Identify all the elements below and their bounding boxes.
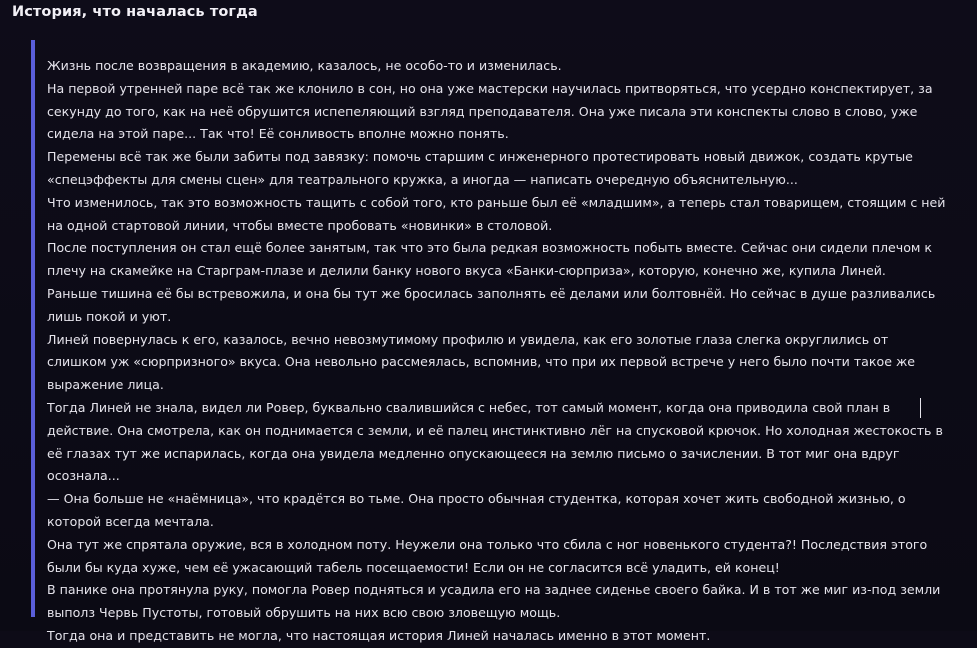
paragraph-7: Линей повернулась к его, казалось, вечно невозмутимому профилю и увидела, как его золотые глаза слегка округлились от слишком уж «сюрпризного» вкуса. Она невольно рассмеялась, вспомнив, что при их первой встрече у него было почти такое же выражение лица. [47, 331, 916, 393]
paragraph-1: Жизнь после возвращения в академию, казалось, не особо-то и изменилась. [47, 58, 562, 73]
paragraph-6: Раньше тишина её бы встревожила, и она бы тут же бросилась заполнять её делами или болтовнёй. Но сейчас в душе разливались лишь покой и уют. [47, 285, 936, 324]
story-title: История, что началась тогда [12, 4, 258, 20]
paragraph-12: Тогда она и представить не могла, что настоящая история Линей началась именно в этот момент. [47, 627, 711, 643]
paragraph-8: Тогда Линей не знала, видел ли Ровер, буквально свалившийся с небес, тот самый момент, когда она приводила свой план в действие. Она смотрела, как он поднимается с земли, и её палец инстинктивно лёг на спусковой крючок. Но холодная жестокость в её глазах тут же испарилась, когда она увидела медленно опускающееся на землю письмо о зачислении. В тот миг она вдруг осознала... [47, 399, 943, 484]
paragraph-5: После поступления он стал ещё более занятым, так что это была редкая возможность побыть вместе. Сейчас они сидели плечом к плечу на скамейке на Старграм-плазе и делили банку нового вкуса «Банки-сюрприза», которую, конечно же, купила Линей. [47, 240, 933, 279]
paragraph-3: Перемены всё так же были забиты под завязку: помочь старшим с инженерного протестировать новый движок, создать крутые «спецэффекты для смены сцен» для театрального кружка, а иногда — написать очередную объяснительную... [47, 149, 913, 187]
paragraph-9: — Она больше не «наёмница», что крадётся во тьме. Она просто обычная студентка, которая хочет жить свободной жизнью, о которой всегда мечтала. [47, 491, 906, 529]
text-cursor [920, 398, 921, 418]
paragraph-4: Что изменилось, так это возможность тащить с собой того, кто раньше был её «младшим», а теперь стал товарищем, стоящим с ней на одной стартовой линии, чтобы вместе пробовать «новинки» в столовой. [47, 194, 946, 233]
paragraph-2: На первой утренней паре всё так же клонило в сон, но она уже мастерски научилась притворяться, что усердно конспектирует, за секунду до того, как на неё обрушится испепеляющий взгляд преподавателя. Она уже писала эти конспекты слово в слово, уже сидела на этой паре... Так что! Её сонливость вполне можно понять. [47, 80, 933, 142]
story-body [47, 55, 947, 648]
paragraph-11: В панике она протянула руку, помогла Ровер подняться и усадила его на заднее сиденье своего байка. И в тот же миг из-под земли выполз Червь Пустоты, готовый обрушить на них всю свою зловещую мощь. [47, 582, 941, 621]
paragraph-10: Она тут же спрятала оружие, вся в холодном поту. Неужели она только что сбила с ног новенького студента?! Последствия этого были бы куда хуже, чем её ужасающий табель посещаемости! Если он не согласится всё уладить, ей конец! [47, 536, 928, 575]
blockquote-accent-bar [31, 40, 35, 617]
